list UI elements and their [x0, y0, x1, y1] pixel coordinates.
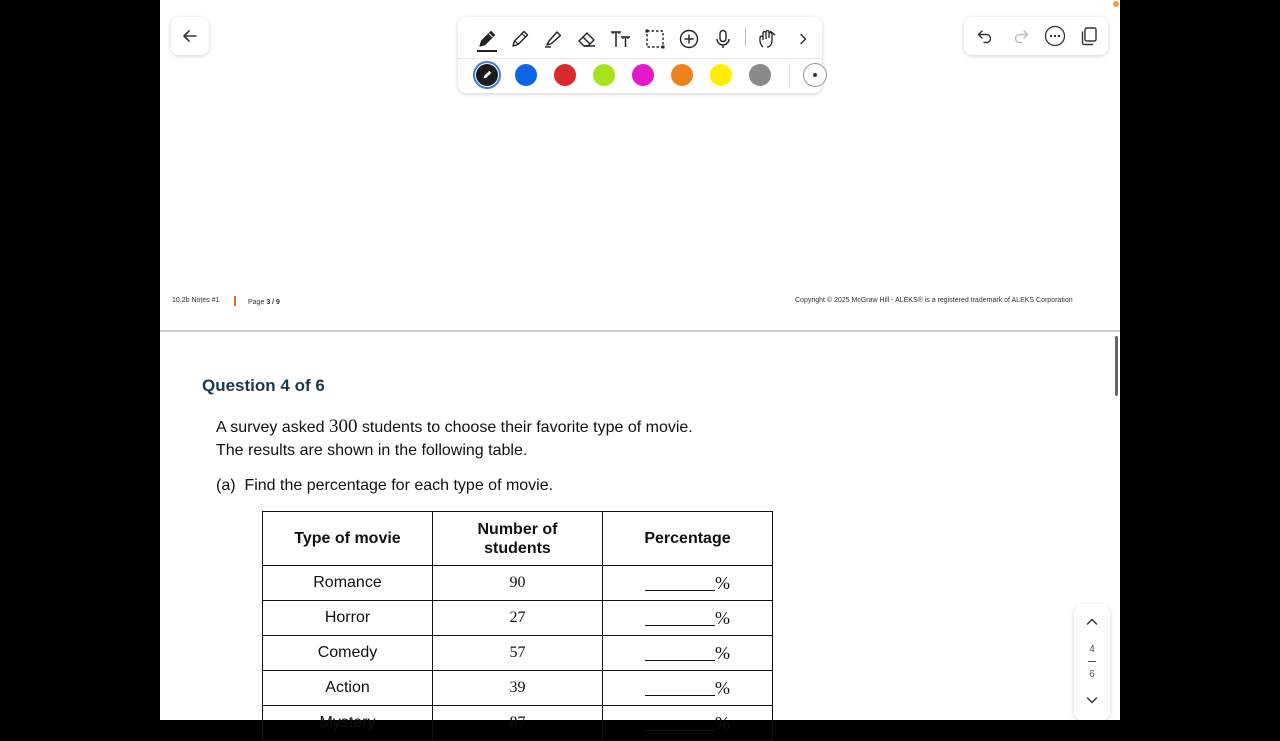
percentage-answer-input[interactable] [645, 714, 715, 731]
table-row [263, 601, 773, 636]
pencil-tool[interactable] [505, 24, 535, 54]
header-number-of-students-text: Number of students [477, 520, 558, 557]
footer-notes-title: 10.2b Notes #1 [172, 297, 220, 304]
page-divider [160, 330, 1120, 332]
percentage-answer-input[interactable] [645, 644, 715, 661]
touch-draw-tool[interactable] [752, 24, 782, 54]
document-actions [964, 17, 1108, 55]
percent-sign: % [715, 642, 730, 663]
pages-button[interactable] [1077, 24, 1101, 48]
arrow-left-icon [181, 27, 199, 45]
percentage-cell [603, 706, 773, 741]
student-count-cell: 57 [433, 636, 603, 671]
pager-up-button[interactable] [1080, 610, 1104, 634]
percentage-cell [603, 601, 773, 636]
highlighter-icon [542, 28, 564, 50]
highlighter-tool[interactable] [538, 24, 568, 54]
pencil-mini-icon [476, 64, 498, 86]
microphone-icon [712, 28, 734, 50]
hand-draw-icon [756, 28, 778, 50]
percentage-answer-input[interactable] [645, 609, 715, 626]
document-page [160, 0, 1120, 733]
footer-page-value: 3 / 9 [266, 299, 280, 306]
undo-button[interactable] [973, 24, 997, 48]
color-swatch-black[interactable] [476, 64, 498, 86]
percentage-cell [603, 671, 773, 706]
percent-sign: % [715, 572, 730, 593]
header-type-of-movie: Type of movie [263, 512, 433, 566]
question-text-pre: A survey asked [216, 419, 329, 436]
percentage-cell [603, 636, 773, 671]
pen-icon [476, 28, 498, 50]
percentage-answer-input[interactable] [645, 574, 715, 591]
pager-down-button[interactable] [1080, 688, 1104, 712]
student-count-cell: 87 [433, 706, 603, 741]
movie-survey-table [262, 511, 773, 741]
microphone-tool[interactable] [708, 24, 738, 54]
part-a-prompt [216, 477, 553, 495]
color-swatch-blue[interactable] [515, 64, 537, 86]
more-options-icon [1044, 25, 1066, 47]
table-header-row [263, 512, 773, 566]
chevron-up-icon [1085, 615, 1099, 629]
student-count-cell: 27 [433, 601, 603, 636]
question-text-line-2: The results are shown in the following table. [216, 442, 528, 459]
chevron-right-icon [796, 32, 810, 46]
pencil-icon [509, 28, 531, 50]
color-swatch-gray[interactable] [749, 64, 771, 86]
color-swatch-red[interactable] [554, 64, 576, 86]
footer-page-label: Page [248, 299, 265, 306]
part-a-text: Find the percentage for each type of movie. [244, 477, 554, 494]
scrollbar-thumb[interactable] [1115, 336, 1118, 396]
back-button[interactable] [171, 17, 209, 55]
eraser-icon [576, 28, 598, 50]
movie-type-cell: Comedy [263, 636, 433, 671]
add-circle-icon [678, 28, 700, 50]
eraser-tool[interactable] [572, 24, 602, 54]
table-row [263, 706, 773, 741]
pen-size-dot [813, 73, 817, 77]
student-count-cell: 39 [433, 671, 603, 706]
active-tool-indicator [477, 50, 497, 52]
footer-accent-bar [234, 296, 236, 306]
status-indicator-dot [1113, 1, 1119, 7]
color-swatch-lime[interactable] [593, 64, 615, 86]
pages-icon [1079, 26, 1099, 46]
question-title: Question 4 of 6 [202, 376, 325, 395]
percent-sign: % [715, 607, 730, 628]
add-tool[interactable] [674, 24, 704, 54]
redo-icon [1012, 27, 1030, 45]
percent-sign: % [715, 677, 730, 698]
percentage-cell [603, 566, 773, 601]
lasso-select-tool[interactable] [640, 24, 670, 54]
annotation-toolbar [458, 17, 822, 93]
toolbar-separator [745, 28, 746, 46]
color-swatch-orange[interactable] [671, 64, 693, 86]
more-options-button[interactable] [1043, 24, 1067, 48]
more-tools-chevron[interactable] [788, 24, 818, 54]
question-text-post: students to choose their favorite type of movie. [357, 419, 693, 436]
color-swatch-yellow[interactable] [710, 64, 732, 86]
percentage-answer-input[interactable] [645, 679, 715, 696]
swatch-separator [789, 63, 790, 87]
movie-type-cell: Action [263, 671, 433, 706]
pager-total: 6 [1089, 669, 1095, 680]
question-text-line-1 [216, 416, 693, 438]
student-count-cell: 90 [433, 566, 603, 601]
redo-button[interactable] [1009, 24, 1033, 48]
pager-fraction-line [1088, 661, 1096, 662]
header-number-of-students [433, 512, 603, 566]
color-swatch-magenta[interactable] [632, 64, 654, 86]
pen-size-selector[interactable] [803, 63, 827, 87]
chevron-down-icon [1085, 693, 1099, 707]
part-a-label: (a) [216, 477, 236, 494]
selection-box-icon [644, 28, 666, 50]
undo-icon [976, 27, 994, 45]
movie-type-cell: Mystery [263, 706, 433, 741]
text-tool[interactable] [606, 24, 636, 54]
movie-type-cell: Romance [263, 566, 433, 601]
footer-copyright: Copyright © 2025 McGraw Hill - ALEKS® is a registered trademark of ALEKS Corporation [795, 297, 1073, 304]
footer-page-number [248, 299, 280, 306]
table-row [263, 636, 773, 671]
survey-count: 300 [328, 416, 358, 437]
question-pager [1074, 604, 1110, 720]
table-row [263, 671, 773, 706]
movie-type-cell: Horror [263, 601, 433, 636]
percent-sign: % [715, 712, 730, 733]
pager-current: 4 [1089, 644, 1095, 655]
table-row [263, 566, 773, 601]
toolbar-divider [458, 58, 822, 59]
text-tool-icon [609, 28, 633, 50]
header-percentage: Percentage [603, 512, 773, 566]
